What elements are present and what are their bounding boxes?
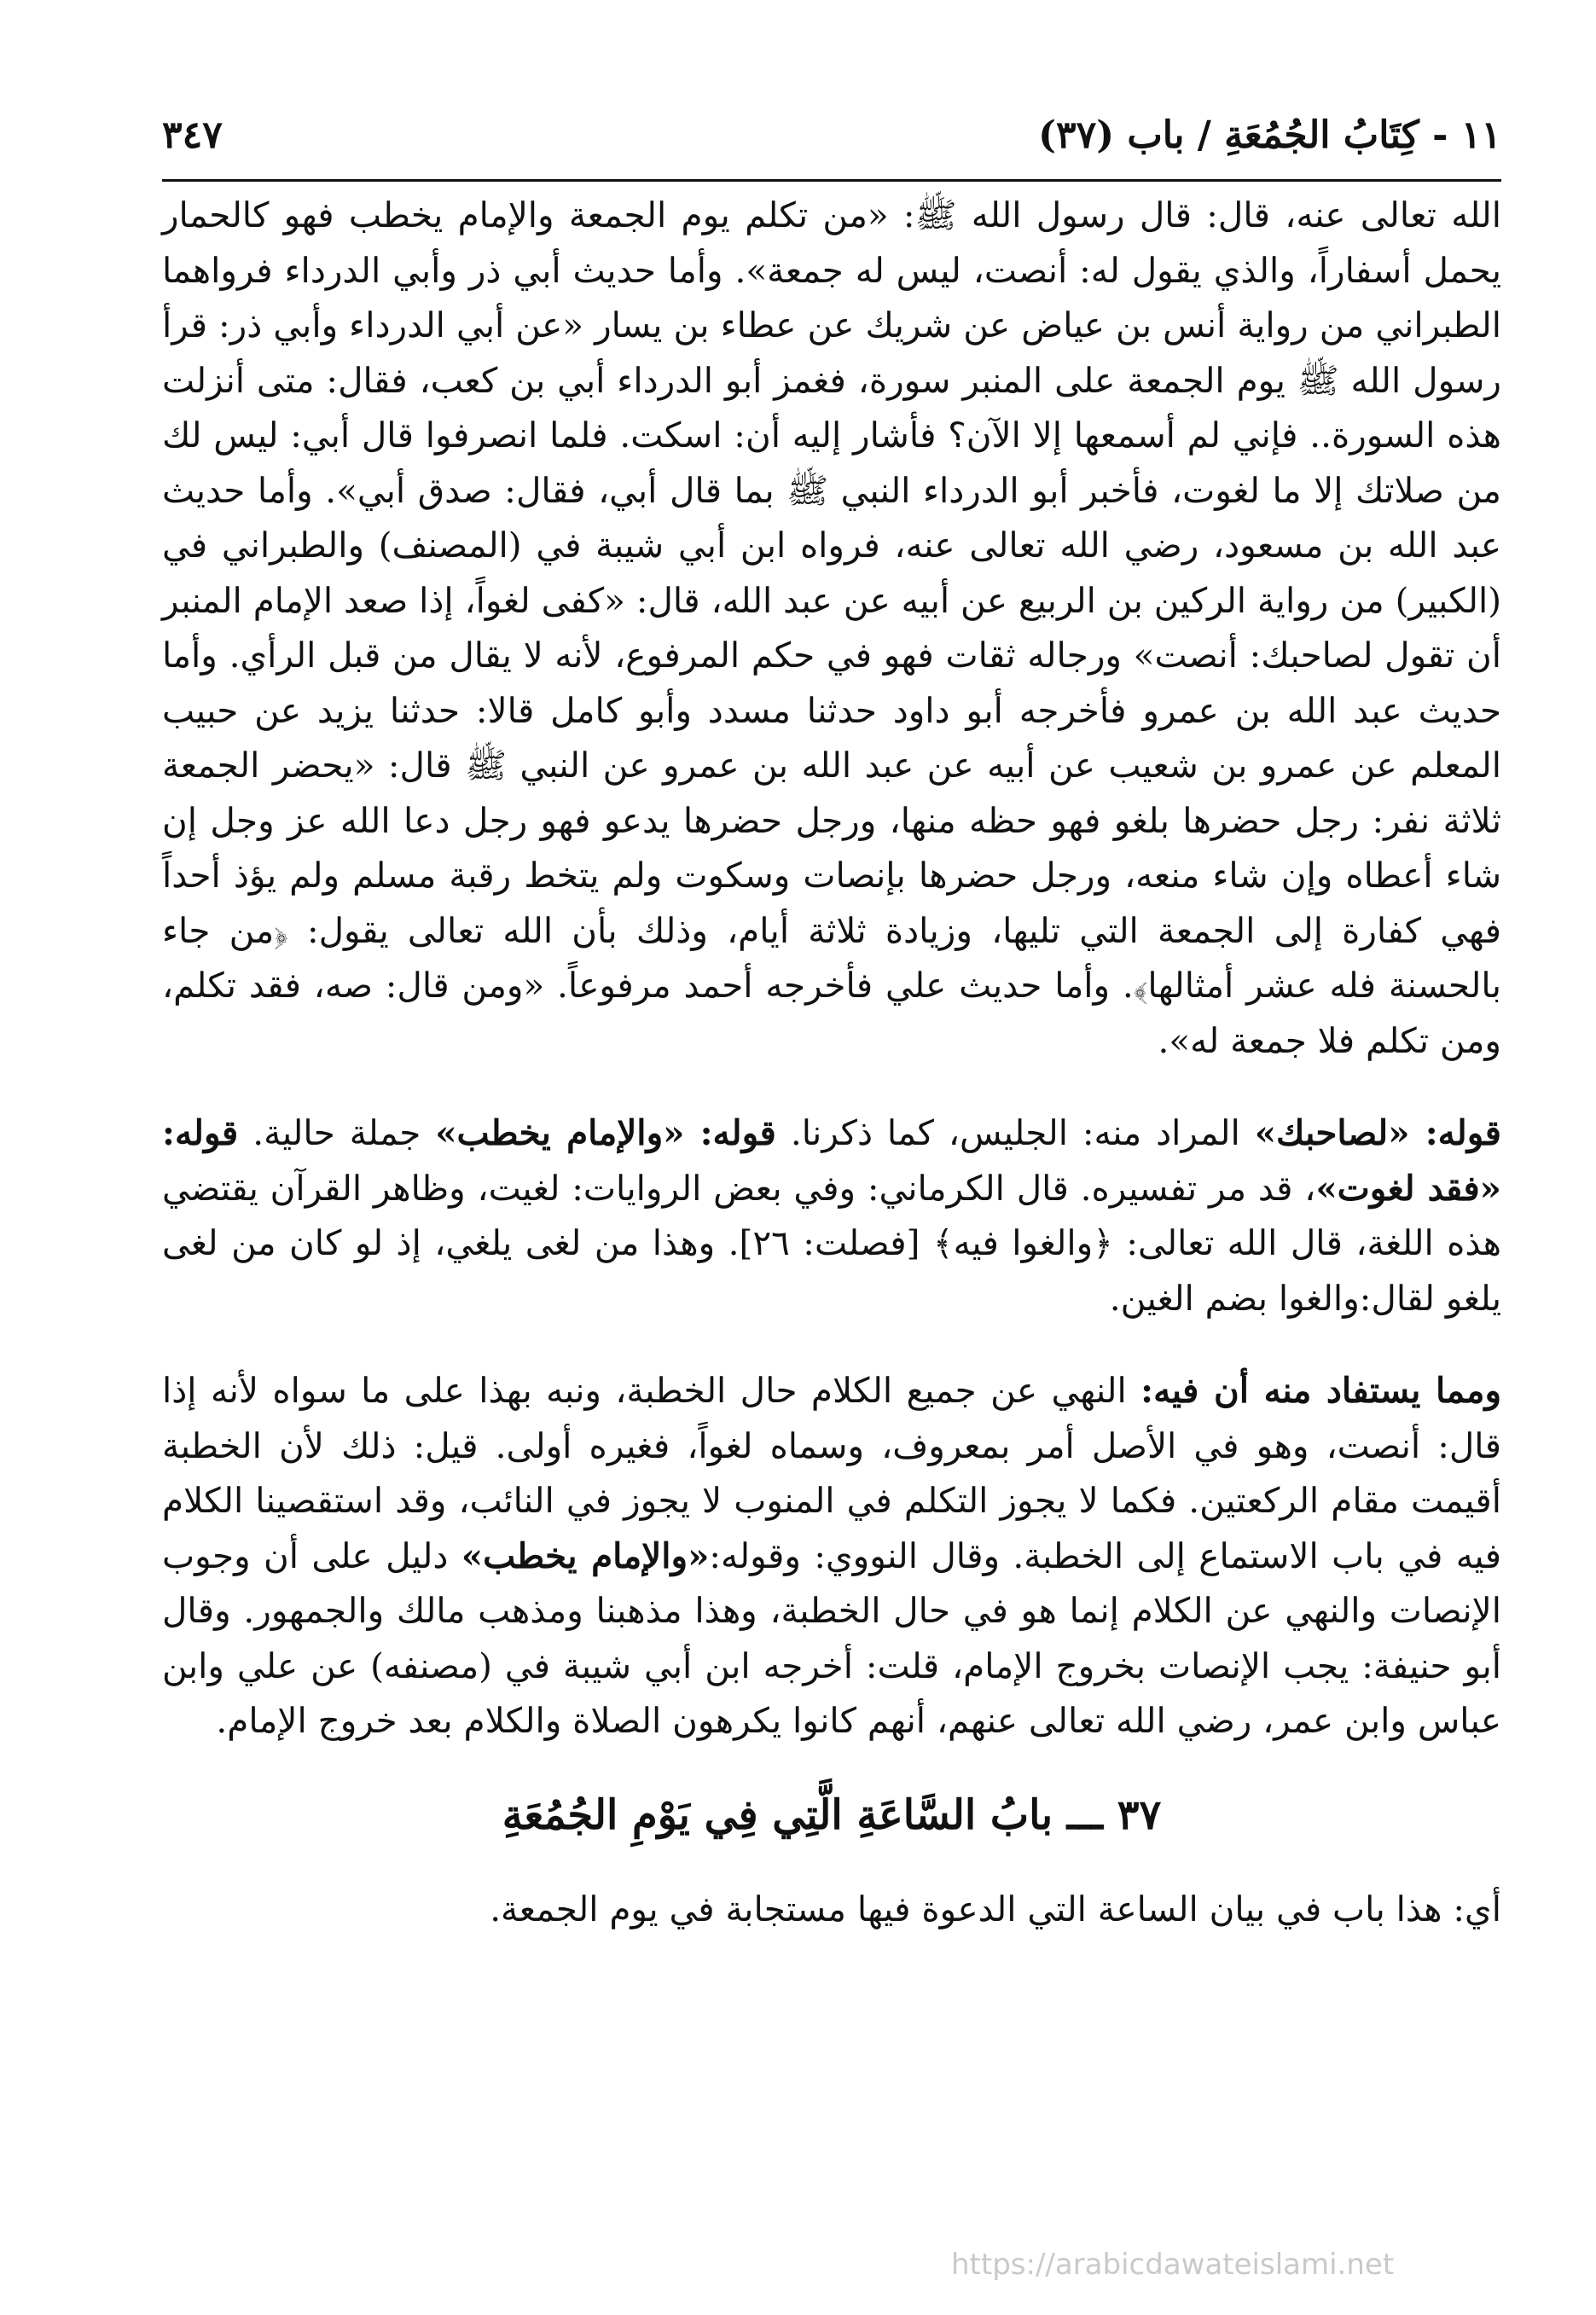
paragraph-commentary-phrases [162,1105,1501,1326]
paragraph-derived-rulings [162,1363,1501,1749]
paragraph-gap [162,1858,1501,1882]
paragraph-gap [162,1326,1501,1363]
text-segment: المراد منه: الجليس، كما ذكرنا. [775,1112,1255,1153]
chapter-title: ٣٧ ـــ بابُ السَّاعَةِ الَّتِي فِي يَوْمِ الجُمُعَةِ [502,1790,1162,1839]
text-segment: دليل على أن وجوب الإنصات والنهي عن الكلام إنما هو في حال الخطبة، وهذا مذهبنا ومذهب مالك والجمهور. وقال أبو حنيفة: يجب الإنصات بخروج الإمام، قلت: أخرجه ابن أبي شيبة في (مصنفه) عن علي وابن عباس وابن عمر، رضي الله تعالى عنهم، أنهم كانوا يكرهون الصلاة والكلام بعد خروج الإمام. [162,1535,1501,1741]
quoted-phrase: قوله: «والإمام يخطب» [435,1112,776,1153]
paragraph-gap [162,1068,1501,1105]
page-body [162,188,1501,1936]
page-header [162,101,1501,169]
text-segment: ، قد مر تفسيره. قال الكرماني: وفي بعض الروايات: لغيت، وظاهر القرآن يقتضي هذه اللغة، قال الله تعالى: ﴿والغوا فيه﴾ [فصلت: ٢٦]. وهذا من لغى يلغي، إذ لو كان من لغى يلغو لقال:والغوا بضم الغين. [162,1167,1501,1319]
page-number: ٣٤٧ [162,113,223,157]
text-segment: الله تعالى عنه، قال: قال رسول الله ﷺ: «من تكلم يوم الجمعة والإمام يخطب فهو كالحمار يحمل أسفاراً، والذي يقول له: أنصت، ليس له جمعة». وأما حديث أبي ذر وأبي الدرداء فرواهما الطبراني من رواية أنس بن عياض عن شريك عن عطاء بن يسار «عن أبي الدرداء وأبي ذر: قرأ رسول الله ﷺ يوم الجمعة على المنبر سورة، فغمز أبو الدرداء أبي بن كعب، فقال: متى أنزلت هذه السورة.. فإني لم أسمعها إلا الآن؟ فأشار إليه أن: اسكت. فلما انصرفوا قال أبي: ليس لك من صلاتك إلا ما لغوت، فأخبر أبو الدرداء النبي ﷺ بما قال أبي، فقال: صدق أبي». وأما حديث عبد الله بن مسعود، رضي الله تعالى عنه، فرواه ابن أبي شيبة في (المصنف) والطبراني في (الكبير) من رواية الركين بن الربيع عن أبيه عن عبد الله، قال: «كفى لغواً، إذا صعد الإمام المنبر أن تقول لصاحبك: أنصت» ورجاله ثقات فهو في حكم المرفوع، لأنه لا يقال من قبل الرأي. وأما حديث عبد الله بن عمرو فأخرجه أبو داود حدثنا مسدد وأبو كامل قالا: حدثنا يزيد عن حبيب المعلم عن عمرو بن شعيب عن أبيه عن عبد الله بن عمرو عن النبي ﷺ قال: «يحضر الجمعة ثلاثة نفر: رجل حضرها بلغو فهو حظه منها، ورجل حضرها يدعو فهو رجل دعا الله عز وجل إن شاء أعطاه وإن شاء منعه، ورجل حضرها بإنصات وسكوت ولم يتخط رقبة مسلم ولم يؤذ أحداً فهي كفارة إلى الجمعة التي تليها، وزيادة ثلاثة أيام، وذلك بأن الله تعالى يقول: ﴿من جاء بالحسنة فله عشر أمثالها﴾. وأما حديث علي فأخرجه أحمد مرفوعاً. «ومن قال: صه، فقد تكلم، ومن تكلم فلا جمعة له». [162,194,1501,1061]
quoted-phrase: «والإمام يخطب» [461,1535,710,1576]
paragraph-hadith-narrations [162,188,1501,1068]
text-segment: جملة حالية. [238,1112,436,1153]
watermark-url: https://arabicdawateislami.net [951,2248,1395,2282]
running-title: ١١ - كِتَابُ الجُمُعَةِ / باب (٣٧) [1038,113,1501,157]
quoted-phrase: قوله: «فقد لغوت» [162,1112,1501,1209]
header-rule [162,179,1501,182]
quoted-phrase: قوله: «لصاحبك» [1254,1112,1501,1153]
quoted-phrase: ومما يستفاد منه أن فيه: [1140,1370,1501,1411]
chapter-intro: أي: هذا باب في بيان الساعة التي الدعوة فيها مستجابة في يوم الجمعة. [490,1888,1501,1929]
text-segment: النهي عن جميع الكلام حال الخطبة، ونبه بهذا على ما سواه لأنه إذا قال: أنصت، وهو في الأصل أمر بمعروف، وسماه لغواً، فغيره أولى. قيل: ذلك لأن الخطبة أقيمت مقام الركعتين. فكما لا يجوز التكلم في المنوب لا يجوز في النائب، وقد استقصينا الكلام فيه في باب الاستماع إلى الخطبة. وقال النووي: وقوله: [162,1370,1501,1576]
paragraph-gap [162,1749,1501,1773]
